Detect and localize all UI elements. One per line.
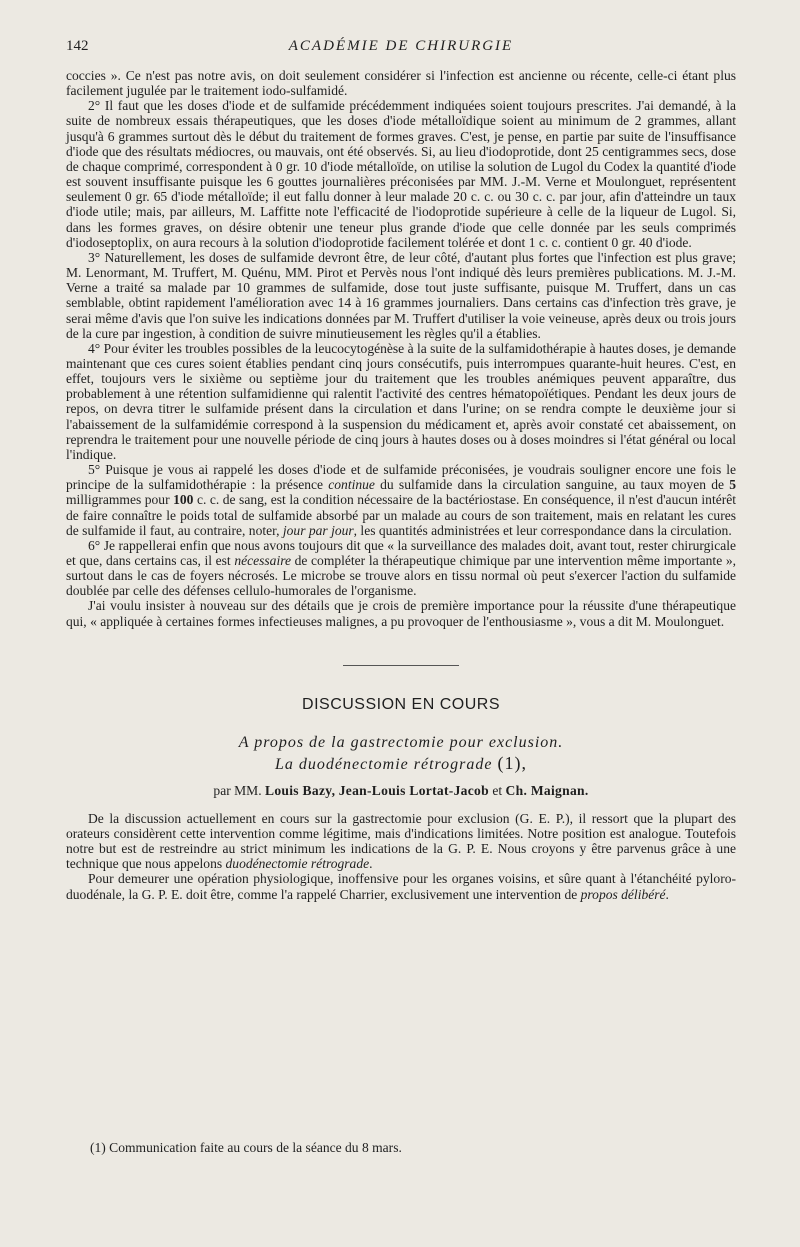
article-title bbox=[66, 732, 736, 775]
article-title-line-2: La duodénectomie rétrograde (1), bbox=[275, 752, 527, 773]
article-intro bbox=[66, 811, 736, 902]
emphasis-propos-delibere: propos délibéré bbox=[580, 886, 666, 902]
intro-paragraph-2: Pour demeurer une opération physiologique, inoffensive pour les organes voisins, et sûre quant à l'étanchéité pyloro-duodénale, la G. P. E. doit être, comme l'a rappelé Charrier, exclusivement une intervention de propos délibéré. bbox=[66, 871, 736, 902]
emphasis-continue: continue bbox=[328, 477, 375, 493]
running-head bbox=[66, 38, 736, 64]
author-bazy: Louis Bazy, bbox=[264, 782, 336, 798]
emphasis-duodenectomie: duodénectomie rétrograde bbox=[225, 856, 370, 872]
article-body bbox=[66, 68, 736, 629]
paragraph-conclusion: J'ai voulu insister à nouveau sur des détails que je crois de première importance pour la réussite d'une thérapeutique qui, « appliquée à certaines formes infectieuses malignes, a pu provoquer de l'enthousiasme », vous a dit M. Moulonguet. bbox=[66, 598, 736, 629]
bold-5: 5 bbox=[729, 477, 736, 493]
bold-100: 100 bbox=[173, 492, 194, 508]
paragraph-point-5: 5° Puisque je vous ai rappelé les doses d'iode et de sulfamide préconisées, je voudrais souligner encore une fois le principe de la sulfamidothérapie : la présence continue du sulfamide dans la circulation sanguine, au taux moyen de 5 milligrammes pour 100 c. c. de sang, est la condition nécessaire de la bactériostase. En conséquence, il n'est d'aucun intérêt de faire connaître le poids total de sulfamide absorbé par un malade au cours de son traitement, mais en relatant les cures de sulfamide il faut, au contraire, noter, jour par jour, les quantités administrées et leur correspondance dans la circulation. bbox=[66, 462, 737, 538]
paragraph-continuation: coccies ». Ce n'est pas notre avis, on doit seulement considérer si l'infection est ancienne ou récente, celle-ci étant plus facilement jugulée par le traitement iodo-sulfamidé. bbox=[66, 68, 736, 99]
page-number: 142 bbox=[66, 38, 89, 54]
byline: par MM. Louis Bazy, Jean-Louis Lortat-Jacob et Ch. Maignan. bbox=[213, 782, 589, 798]
article-title-line-1: A propos de la gastrectomie pour exclusion. bbox=[238, 733, 564, 751]
footnote-marker: (1), bbox=[497, 752, 527, 773]
journal-title: ACADÉMIE DE CHIRURGIE bbox=[288, 38, 514, 54]
section-divider bbox=[343, 665, 459, 666]
author-maignan: Ch. Maignan. bbox=[505, 782, 589, 798]
paragraph-point-4: 4° Pour éviter les troubles possibles de la leucocytogénèse à la suite de la sulfamidothérapie à hautes doses, je demande maintenant que ces cures soient établies pendant cinq jours consécutifs, puis interrompues quarante-huit heures. C'est, en effet, toujours vers le sixième ou septième jour du traitement que les troubles anémiques peuvent apparaître, dus probablement à une rétention sulfamidienne qui ralentit l'activité des centres hématopoïétiques. Pendant les deux jours de repos, on devra titrer le sulfamide présent dans la circulation et dans l'urine; on se rendra compte le deuxième jour si l'abaissement de la sulfamidémie correspond à la suspension du médicament et, après avoir constaté cet abaissement, on reprendra le traitement pour une nouvelle période de cinq jours à hautes doses ou à doses moindres si l'état général ou local l'indique. bbox=[66, 340, 736, 462]
paragraph-point-2: 2° Il faut que les doses d'iode et de sulfamide précédemment indiquées soient toujours prescrites. J'ai demandé, à la suite de nombreux essais thérapeutiques, que les doses d'iode métalloïdique soient au minimum de 2 grammes, allant jusqu'à 6 grammes surtout dès le début du traitement de formes graves. C'est, je pense, en partie par suite de l'insuffisance d'iode que des résultats médiocres, ou mauvais, ont été observés. Si, au lieu d'iodoprotide, dont 25 centigrammes secs, dose de chaque comprimé, correspondent à 0 gr. 10 d'iode métalloïde, on utilise la solution de Lugol du Codex la quantité d'iode est souvent insuffisante puisque les 6 gouttes journalières préconisées par MM. J.-M. Verne et Moulonguet, représentent seulement 0 gr. 65 d'iode métalloïde; il eut fallu donner à leur malade 20 c. c. ou 30 c. c. par jour, afin d'atteindre un taux d'iode utile; mais, par ailleurs, M. Laffitte note l'efficacité de l'iodoprotide supérieure à celle de la liqueur de Lugol. Si, dans les formes graves, on désire obtenir une teneur plus grande d'iode que celle donnée par les seuls comprimés d'iodoseptoplix, on aura recours à la solution d'iodoprotide facilement tolérée et dont 1 c. c. contient 0 gr. 40 d'iode. bbox=[66, 98, 736, 250]
paragraph-point-3: 3° Naturellement, les doses de sulfamide devront être, de leur côté, d'autant plus fortes que l'infection est plus grave; M. Lenormant, M. Truffert, M. Quénu, MM. Pirot et Pervès nous l'ont indiqué dès leurs premières publications. M. J.-M. Verne a traité sa malade par 10 grammes de sulfamide, dose tout juste suffisante, puisque M. Truffert, dans un cas semblable, obtint rapidement l'amélioration avec 14 à 16 grammes journaliers. Dans certains cas d'infection très grave, je serai même d'avis que l'on suive les indications données par M. Truffert d'utiliser la voie veineuse, après deux ou trois jours de la cure par ingestion, à condition de suivre minutieusement les règles qu'il a établies. bbox=[66, 249, 736, 341]
footnote: (1) Communication faite au cours de la séance du 8 mars. bbox=[90, 1140, 402, 1155]
paragraph-point-6: 6° Je rappellerai enfin que nous avons toujours dit que « la surveillance des malades doit, avant tout, rester chirurgicale et que, dans certains cas, il est nécessaire de compléter la thérapeutique chimique par une intervention même importante », surtout dans le cas de foyers nécrosés. Le microbe se trouve alors en tissu normal où peut s'exercer l'action du sulfamide doublée par celle des défenses cellulo-humorales de l'organisme. bbox=[66, 537, 736, 599]
emphasis-necessaire: nécessaire bbox=[234, 553, 291, 568]
intro-paragraph-1: De la discussion actuellement en cours sur la gastrectomie pour exclusion (G. E. P.), il ressort que la plupart des orateurs considèrent cette intervention comme légitime, mais d'indications limitées. Notre position est analogue. Toutefois notre but est de restreindre au strict minimum les indications de la G. P. E. Nous croyons y être parvenus grâce à une technique que nous appelons duodénectomie rétrograde. bbox=[66, 810, 736, 872]
section-heading: DISCUSSION EN COURS bbox=[302, 695, 500, 713]
emphasis-jour-par-jour: jour par jour bbox=[282, 522, 354, 538]
author-lortat-jacob: Jean-Louis Lortat-Jacob bbox=[338, 782, 489, 798]
